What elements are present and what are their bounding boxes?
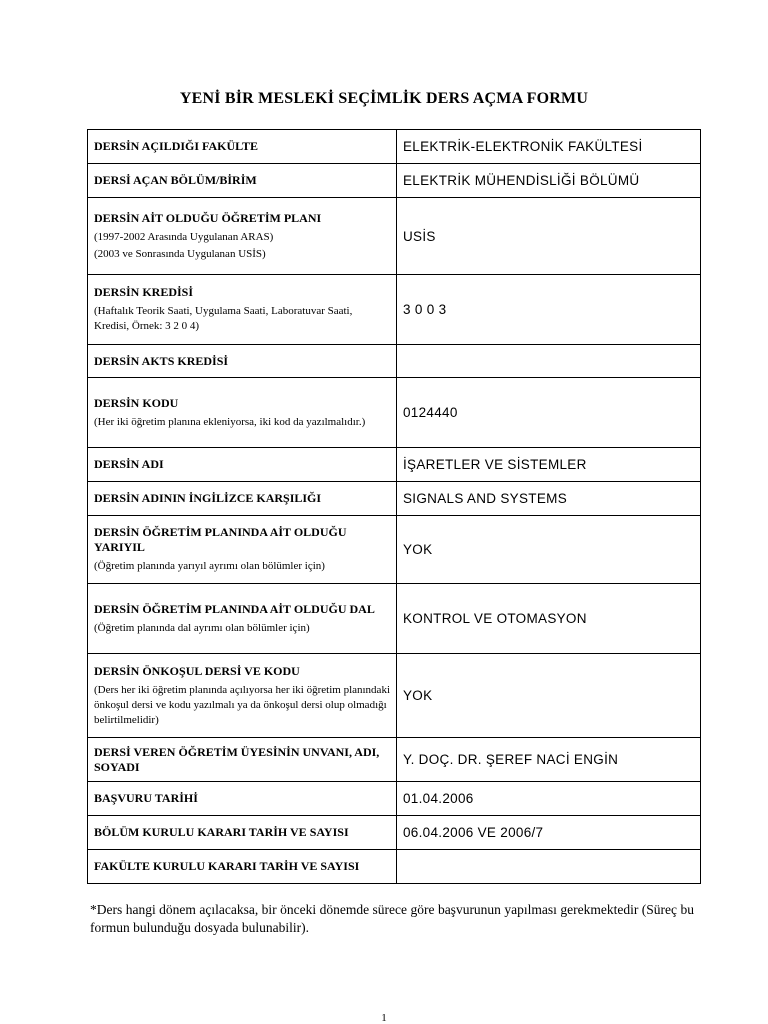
row-label: DERSİN ADININ İNGİLİZCE KARŞILIĞI <box>94 491 322 505</box>
row-label-cell <box>88 448 397 482</box>
form-row-course-name <box>88 448 701 482</box>
row-label-cell <box>88 482 397 516</box>
row-label: DERSİN ÖĞRETİM PLANINDA AİT OLDUĞU YARIYIL <box>94 525 347 554</box>
row-label: DERSİN ADI <box>94 457 164 471</box>
row-label: BAŞVURU TARİHİ <box>94 791 198 805</box>
row-label: DERSİN KODU <box>94 395 179 410</box>
page-number: 1 <box>381 1012 387 1024</box>
row-label-cell <box>88 850 397 884</box>
row-label-cell <box>88 345 397 378</box>
row-label-cell <box>88 782 397 816</box>
form-row-department-decision <box>88 816 701 850</box>
row-label-cell <box>88 130 397 164</box>
row-label-cell <box>88 164 397 198</box>
row-label: DERSİN AÇILDIĞI FAKÜLTE <box>94 139 259 153</box>
row-label-cell <box>88 654 397 738</box>
row-label-cell <box>88 516 397 584</box>
row-value: YOK <box>397 516 701 584</box>
row-label: DERSİN AKTS KREDİSİ <box>94 353 229 368</box>
row-label: BÖLÜM KURULU KARARI TARİH VE SAYISI <box>94 825 349 839</box>
form-row-credit <box>88 275 701 345</box>
form-row-faculty-decision <box>88 850 701 884</box>
row-label-cell <box>88 584 397 654</box>
row-label: DERSİN KREDİSİ <box>94 285 194 299</box>
row-value <box>397 850 701 884</box>
row-sublabel: (2003 ve Sonrasında Uygulanan USİS) <box>94 247 266 260</box>
row-value: YOK <box>397 654 701 738</box>
footnote: *Ders hangi dönem açılacaksa, bir önceki dönemde sürece göre başvurunun yapılması gerekmektedir (Süreç bu formun bulunduğu dosyada bulunabilir). <box>90 902 694 935</box>
row-value <box>397 345 701 378</box>
row-label-cell <box>88 378 397 448</box>
form-row-faculty <box>88 130 701 164</box>
row-sublabel: (Her iki öğretim planına ekleniyorsa, iki kod da yazılmalıdır.) <box>94 415 366 428</box>
row-sublabel: (Öğretim planında dal ayrımı olan bölümler için) <box>94 621 310 634</box>
row-value: USİS <box>397 198 701 275</box>
row-label: DERSİN AİT OLDUĞU ÖĞRETİM PLANI <box>94 210 322 225</box>
form-row-semester <box>88 516 701 584</box>
row-label: DERSİ VEREN ÖĞRETİM ÜYESİNİN UNVANI, ADI, SOYADI <box>94 744 380 774</box>
row-value: 3 0 0 3 <box>397 275 701 345</box>
row-value: ELEKTRİK MÜHENDİSLİĞİ BÖLÜMÜ <box>397 164 701 198</box>
row-label-cell <box>88 816 397 850</box>
row-sublabel: (Öğretim planında yarıyıl ayrımı olan bölümler için) <box>94 560 325 572</box>
row-label: DERSİN ÖĞRETİM PLANINDA AİT OLDUĞU DAL <box>94 601 375 616</box>
row-sublabel: (Haftalık Teorik Saati, Uygulama Saati, Laboratuvar Saati, Kredisi, Örnek: 3 2 0 4) <box>94 305 353 332</box>
row-label: FAKÜLTE KURULU KARARI TARİH VE SAYISI <box>94 859 360 873</box>
form-row-english-name <box>88 482 701 516</box>
form-row-instructor <box>88 738 701 782</box>
row-label: DERSİ AÇAN BÖLÜM/BİRİM <box>94 173 257 187</box>
row-value: SIGNALS AND SYSTEMS <box>397 482 701 516</box>
form-row-curriculum <box>88 198 701 275</box>
form-row-course-code <box>88 378 701 448</box>
form-row-branch <box>88 584 701 654</box>
row-label: DERSİN ÖNKOŞUL DERSİ VE KODU <box>94 663 300 678</box>
row-value: İŞARETLER VE SİSTEMLER <box>397 448 701 482</box>
row-value: Y. DOÇ. DR. ŞEREF NACİ ENGİN <box>397 738 701 782</box>
row-label-cell <box>88 198 397 275</box>
row-value: KONTROL VE OTOMASYON <box>397 584 701 654</box>
course-form-table <box>87 129 701 884</box>
row-sublabel: (Ders her iki öğretim planında açılıyorsa her iki öğretim planındaki önkoşul dersi ve kodu yazılmalı ya da önkoşul dersi olup olmadığı belirtilmelidir) <box>94 683 390 726</box>
form-row-application-date <box>88 782 701 816</box>
row-label-cell <box>88 738 397 782</box>
row-label-cell <box>88 275 397 345</box>
row-value: ELEKTRİK-ELEKTRONİK FAKÜLTESİ <box>397 130 701 164</box>
row-sublabel: (1997-2002 Arasında Uygulanan ARAS) <box>94 230 274 243</box>
form-title: YENİ BİR MESLEKİ SEÇİMLİK DERS AÇMA FORMU <box>179 90 589 107</box>
form-row-department <box>88 164 701 198</box>
form-row-akts-credit <box>88 345 701 378</box>
row-value: 0124440 <box>397 378 701 448</box>
row-value: 06.04.2006 VE 2006/7 <box>397 816 701 850</box>
form-row-prerequisite <box>88 654 701 738</box>
row-value: 01.04.2006 <box>397 782 701 816</box>
